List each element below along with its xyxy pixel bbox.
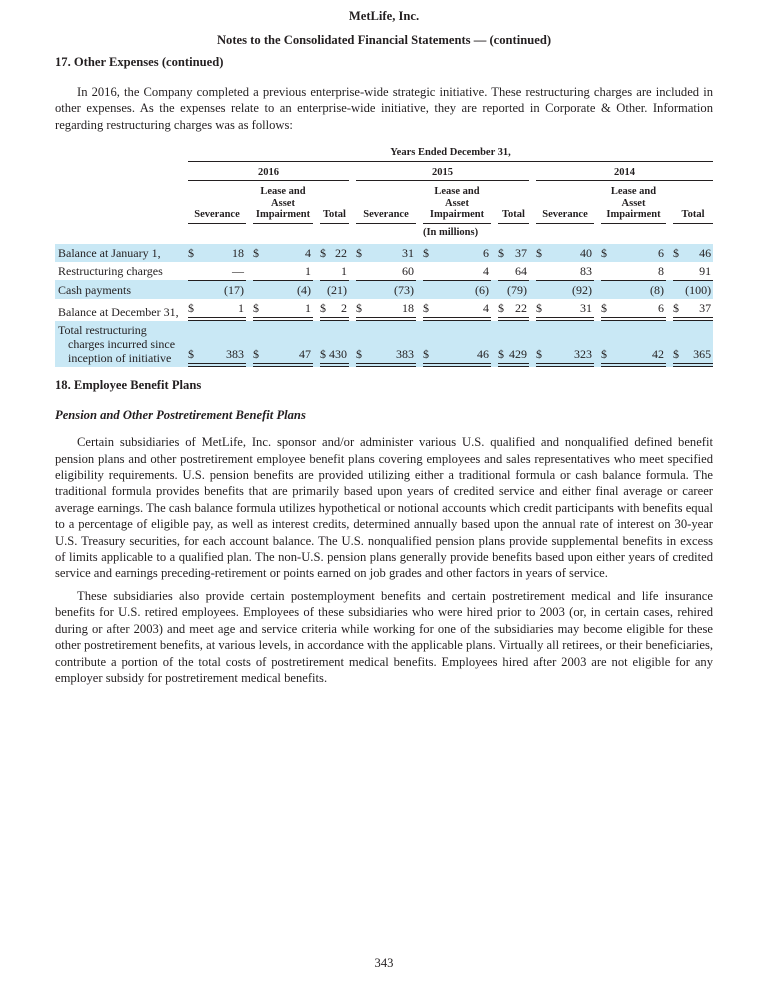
- currency-symbol: $: [673, 246, 679, 261]
- table-cell: [320, 244, 349, 262]
- currency-symbol: $: [423, 347, 429, 362]
- table-cell: [423, 299, 491, 321]
- col-header-line: Impairment: [255, 209, 311, 221]
- table-cell: [320, 262, 349, 280]
- col-header-line: Lease and: [434, 186, 480, 198]
- currency-symbol: $: [498, 301, 504, 316]
- col-header-total: Total: [320, 209, 349, 224]
- cell-value: 31: [580, 301, 592, 316]
- cell-value: 383: [226, 347, 244, 362]
- currency-symbol: $: [423, 246, 429, 261]
- cell-value: 2: [341, 301, 347, 316]
- row-label: [58, 321, 185, 367]
- currency-symbol: $: [188, 301, 194, 316]
- page-content: [55, 0, 713, 686]
- currency-symbol: $: [536, 246, 542, 261]
- col-header-line: Lease and: [260, 186, 306, 198]
- cell-value: 60: [402, 264, 414, 279]
- table-cell: [536, 280, 594, 299]
- row-label: Restructuring charges: [58, 264, 163, 279]
- table-cell: [673, 280, 713, 299]
- table-row: [55, 321, 713, 367]
- section-17-paragraph: In 2016, the Company completed a previous enterprise-wide strategic initiative. These restructuring charges are included in other expenses. As the expenses relate to an enterprise-wide initiative, they are reported in Corporate & Other. Information regarding restructuring charges was as follows:: [55, 85, 713, 132]
- table-cell: [673, 244, 713, 262]
- currency-symbol: $: [673, 301, 679, 316]
- table-cell: [601, 244, 666, 262]
- currency-symbol: $: [356, 246, 362, 261]
- table-cell: [320, 280, 349, 299]
- col-header-total: Total: [498, 209, 529, 224]
- units-label: (In millions): [422, 226, 479, 238]
- table-cell: [536, 345, 594, 367]
- page-subtitle: Notes to the Consolidated Financial Statements — (continued): [216, 33, 552, 47]
- cell-value: 42: [652, 347, 664, 362]
- table-cell: [536, 299, 594, 321]
- table-row: [55, 262, 713, 280]
- table-cell: [356, 244, 416, 262]
- col-header-severance: Severance: [188, 209, 246, 224]
- cell-value: 37: [515, 246, 527, 261]
- cell-value: 46: [699, 246, 712, 261]
- cell-value: 323: [574, 347, 592, 362]
- currency-symbol: $: [601, 301, 607, 316]
- table-cell: [188, 262, 246, 280]
- cell-value: 22: [335, 246, 347, 261]
- table-cell: [498, 299, 529, 321]
- postretirement-paragraph: These subsidiaries also provide certain postemployment benefits and certain postretirement medical and life insurance benefits for U.S. retired employees. Employees of these subsidiaries who were hired prior to 2003 (or, in certain cases, rehired during or after 2003) and meet age and service criteria while working for one of the subsidiaries may become eligible for these other postretirement benefits, at various levels, in accordance with the applicable plans. Virtually all retirees, or their beneficiaries, contribute a portion of the total costs of postretirement medical benefits. Employees hired after 2003 are not eligible for any employer subsidy for postretirement medical benefits.: [55, 588, 713, 685]
- table-cell: [253, 280, 313, 299]
- table-cell: [356, 280, 416, 299]
- row-label-line: charges incurred since: [68, 337, 176, 352]
- currency-symbol: $: [253, 246, 259, 261]
- section-18-heading: 18. Employee Benefit Plans: [55, 378, 202, 393]
- table-cell: [320, 299, 349, 321]
- cell-value: 1: [238, 301, 244, 316]
- year-header-2014: 2014: [536, 167, 713, 182]
- cell-value: 40: [580, 246, 592, 261]
- cell-value: 4: [483, 264, 489, 279]
- col-header-total: Total: [673, 209, 713, 224]
- row-label-line: Total restructuring: [58, 323, 147, 338]
- cell-value: 1: [341, 264, 347, 279]
- cell-value: 6: [658, 246, 664, 261]
- col-header-lease-asset-impairment: [423, 186, 491, 224]
- table-cell: [536, 244, 594, 262]
- row-label: Balance at January 1,: [58, 246, 161, 261]
- cell-value: 8: [658, 264, 664, 279]
- page-number: 343: [374, 956, 394, 970]
- table-cell: [498, 280, 529, 299]
- table-cell: [423, 262, 491, 280]
- cell-value: 83: [580, 264, 592, 279]
- currency-symbol: $: [536, 301, 542, 316]
- table-cell: [253, 244, 313, 262]
- col-header-line: Lease and: [610, 186, 657, 198]
- table-cell: [673, 262, 713, 280]
- currency-symbol: $: [498, 246, 504, 261]
- cell-value: 365: [693, 347, 712, 362]
- table-cell: [188, 280, 246, 299]
- col-header-lease-asset-impairment: [601, 186, 666, 224]
- cell-value: 430: [329, 347, 347, 362]
- currency-symbol: $: [356, 347, 362, 362]
- row-label-line: inception of initiative: [68, 351, 172, 366]
- cell-value: 1: [305, 301, 311, 316]
- cell-value: 47: [299, 347, 311, 362]
- table-cell: [356, 262, 416, 280]
- currency-symbol: $: [356, 301, 362, 316]
- currency-symbol: $: [253, 301, 259, 316]
- cell-value: 4: [483, 301, 489, 316]
- table-cell: [188, 299, 246, 321]
- col-header-line: Asset: [271, 197, 295, 209]
- table-cell: [423, 345, 491, 367]
- currency-symbol: $: [601, 347, 607, 362]
- col-header-severance: Severance: [356, 209, 416, 224]
- year-header-2015: 2015: [356, 167, 529, 182]
- year-header-2016: 2016: [188, 167, 349, 182]
- period-header: Years Ended December 31,: [188, 147, 713, 162]
- row-label: Balance at December 31,: [58, 305, 179, 320]
- cell-value: 6: [483, 246, 489, 261]
- cell-value: 4: [305, 246, 311, 261]
- currency-symbol: $: [673, 347, 679, 362]
- cell-value: (79): [507, 283, 527, 298]
- table-cell: [188, 345, 246, 367]
- cell-value: (100): [685, 283, 712, 298]
- table-cell: [601, 262, 666, 280]
- currency-symbol: $: [601, 246, 607, 261]
- currency-symbol: $: [188, 347, 194, 362]
- cell-value: 383: [396, 347, 414, 362]
- cell-value: (4): [297, 283, 311, 298]
- pension-paragraph: Certain subsidiaries of MetLife, Inc. sponsor and/or administer various U.S. qualified and nonqualified defined benefit pension plans and other postretirement employee benefit plans covering employees and sales representatives who meet specified eligibility requirements. U.S. pension benefits are provided utilizing either a traditional formula or cash balance formula. The traditional formula provides benefits that are primarily based upon years of credited service and either final average or career average earnings. The cash balance formula utilizes hypothetical or notional accounts which credit participants with benefits equal to a percentage of eligible pay, as well as interest credits, determined annually based upon the annual rate of interest on 30-year U.S. Treasury securities, for each account balance. The U.S. nonqualified pension plans provide supplemental benefits in excess of limits applicable to a qualified plan. The non-U.S. pension plans generally provide benefits based upon either years of credited service and earnings preceding-retirement or points earned on job grades and other factors in years of service.: [55, 435, 713, 581]
- col-header-severance: Severance: [536, 209, 594, 224]
- currency-symbol: $: [320, 246, 326, 261]
- table-row: [55, 244, 713, 262]
- col-header-line: Impairment: [606, 209, 661, 221]
- cell-value: (8): [650, 283, 664, 298]
- table-cell: [356, 299, 416, 321]
- currency-symbol: $: [536, 347, 542, 362]
- table-cell: [253, 345, 313, 367]
- currency-symbol: $: [320, 301, 326, 316]
- col-header-line: Asset: [621, 197, 646, 209]
- table-cell: [356, 345, 416, 367]
- table-cell: [498, 244, 529, 262]
- table-cell: [188, 244, 246, 262]
- cell-value: 31: [402, 246, 414, 261]
- table-row: [55, 299, 713, 321]
- company-name: MetLife, Inc.: [348, 9, 420, 23]
- cell-value: 46: [477, 347, 489, 362]
- section-17-heading: 17. Other Expenses (continued): [55, 55, 224, 69]
- currency-symbol: $: [320, 347, 326, 362]
- cell-value: 22: [515, 301, 527, 316]
- cell-value: 64: [515, 264, 527, 279]
- cell-value: 18: [402, 301, 414, 316]
- cell-value: —: [232, 264, 244, 279]
- cell-value: (92): [572, 283, 592, 298]
- cell-value: 6: [658, 301, 664, 316]
- cell-value: 1: [305, 264, 311, 279]
- cell-value: 18: [232, 246, 244, 261]
- col-header-line: Impairment: [429, 209, 485, 221]
- restructuring-charges-table: [55, 147, 713, 367]
- table-cell: [673, 299, 713, 321]
- cell-value: 37: [699, 301, 712, 316]
- cell-value: (6): [475, 283, 489, 298]
- currency-symbol: $: [423, 301, 429, 316]
- row-label: Cash payments: [58, 283, 131, 298]
- col-header-line: Asset: [445, 197, 469, 209]
- table-cell: [601, 280, 666, 299]
- table-cell: [253, 262, 313, 280]
- cell-value: 91: [699, 264, 712, 279]
- table-cell: [536, 262, 594, 280]
- cell-value: (17): [224, 283, 244, 298]
- col-header-lease-asset-impairment: [253, 186, 313, 224]
- table-cell: [423, 280, 491, 299]
- table-cell: [498, 345, 529, 367]
- table-cell: [498, 262, 529, 280]
- table-row: [55, 280, 713, 299]
- table-cell: [423, 244, 491, 262]
- cell-value: (73): [394, 283, 414, 298]
- cell-value: 429: [509, 347, 527, 362]
- cell-value: (21): [327, 283, 347, 298]
- table-cell: [601, 345, 666, 367]
- table-cell: [253, 299, 313, 321]
- section-18-subheading: Pension and Other Postretirement Benefit Plans: [55, 408, 306, 423]
- currency-symbol: $: [188, 246, 194, 261]
- currency-symbol: $: [253, 347, 259, 362]
- table-cell: [601, 299, 666, 321]
- currency-symbol: $: [498, 347, 504, 362]
- table-cell: [673, 345, 713, 367]
- table-cell: [320, 345, 349, 367]
